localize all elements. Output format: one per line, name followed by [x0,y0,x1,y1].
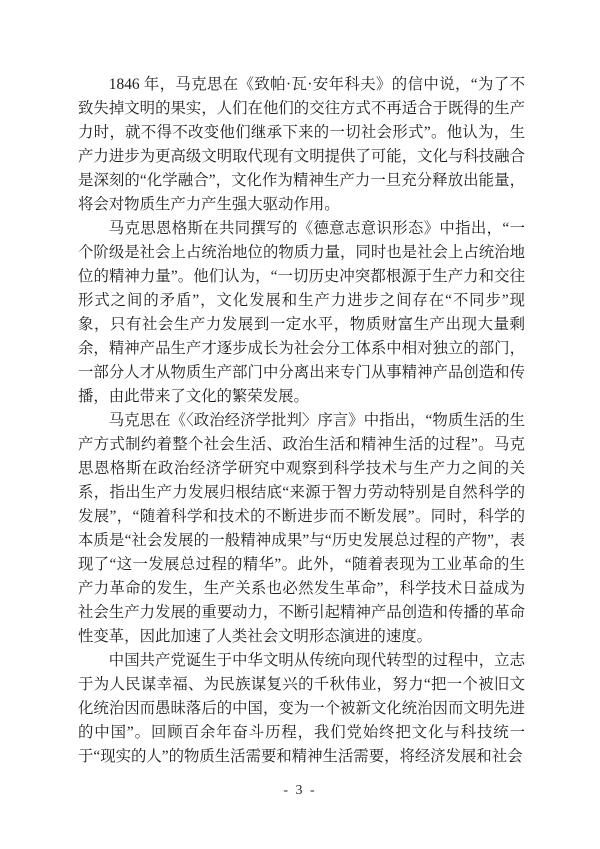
body-paragraph: 1846 年，马克思在《致帕·瓦·安年科夫》的信中说，“为了不致失掉文明的果实，人们在他们的交往方式不再适合于既得的生产力时，就不得不改变他们继承下来的一切社会形式”。他认为，生产力进步为更高级文明取代现有文明提供了可能，文化与科技融合是深刻的“化学融合”，文化作为精神生产力一旦充分释放出能量，将会对物质生产力产生强大驱动作用。 [78,76,525,213]
page-number: - 3 - [283,783,317,798]
body-paragraph: 马克思恩格斯在共同撰写的《德意志意识形态》中指出，“一个阶级是社会上占统治地位的物质力量，同时也是社会上占统治地位的精神力量”。他们认为，“一切历史冲突都根源于生产力和交往形式之间的矛盾”，文化发展和生产力进步之间存在“不同步”现象，只有社会生产力发展到一定水平，物质财富生产出现大量剩余，精神产品生产才逐步成长为社会分工体系中相对独立的部门，一部分人才从物质生产部门中分离出来专门从事精神产品创造和传播，由此带来了文化的繁荣发展。 [78,220,525,405]
body-paragraph: 中国共产党诞生于中华文明从传统向现代转型的过程中，立志于为人民谋幸福、为民族谋复兴的千秋伟业，努力“把一个被旧文化统治因而愚昧落后的中国，变为一个被新文化统治因而文明先进的中国”。回顾百余年奋斗历程，我们党始终把文化与科技统一于“现实的人”的物质生活需要和精神生活需要，将经济发展和社会 [78,652,525,765]
body-paragraph: 马克思在《〈政治经济学批判〉序言》中指出，“物质生活的生产方式制约着整个社会生活、政治生活和精神生活的过程”。马克思恩格斯在政治经济学研究中观察到科学技术与生产力之间的关系，指出生产力发展归根结底“来源于智力劳动特别是自然科学的发展”，“随着科学和技术的不断进步而不断发展”。同时，科学的本质是“社会发展的一般精神成果”与“历史发展总过程的产物”，表现了“这一发展总过程的精华”。此外，“随着表现为工业革命的生产力革命的发生，生产关系也必然发生革命”，科学技术日益成为社会生产力发展的重要动力，不断引起精神产品创造和传播的革命性变革，因此加速了人类社会文明形态演进的速度。 [78,412,525,645]
document-body [78,73,525,769]
